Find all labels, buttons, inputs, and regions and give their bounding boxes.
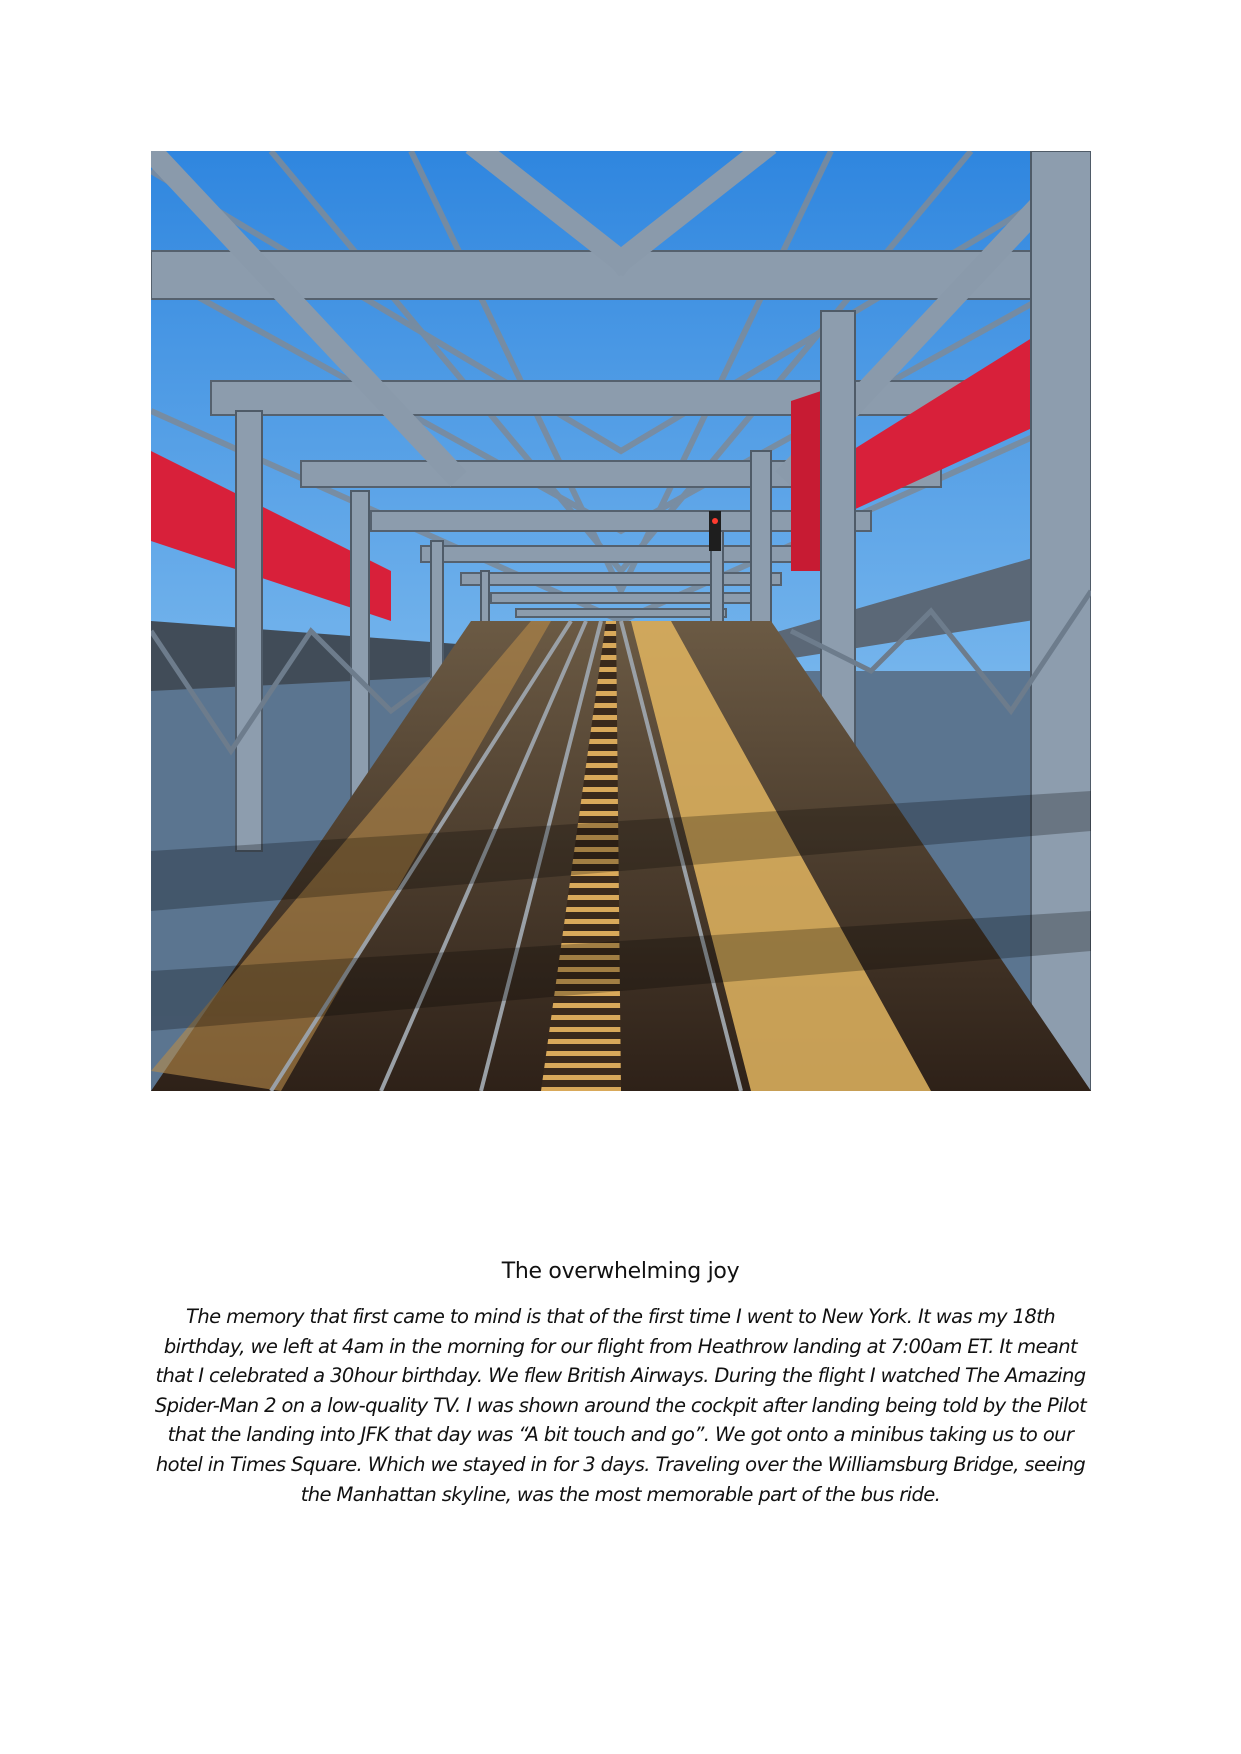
story-title: The overwhelming joy [501, 1259, 740, 1284]
bridge-tracks-photo [151, 151, 1091, 1091]
bridge-tracks-illustration [151, 151, 1091, 1091]
story-body: The memory that first came to mind is that of the first time I went to New York. It was my 18th birthday, we left at 4am in the morning for our flight from Heathrow landing at 7:00am ET. It meant that I celebrated a 30hour birthday. We flew British Airways. During the flight I watched The Amazing Spider-Man 2 on a low-quality TV. I was shown around the cockpit after landing being told by the Pilot that the landing into JFK that day was “A bit touch and go”. We got onto a minibus taking us to our hotel in Times Square. Which we stayed in for 3 days. Traveling over the Williamsburg Bridge, seeing the Manhattan skyline, was the most memorable part of the bus ride. [154, 1305, 1087, 1506]
